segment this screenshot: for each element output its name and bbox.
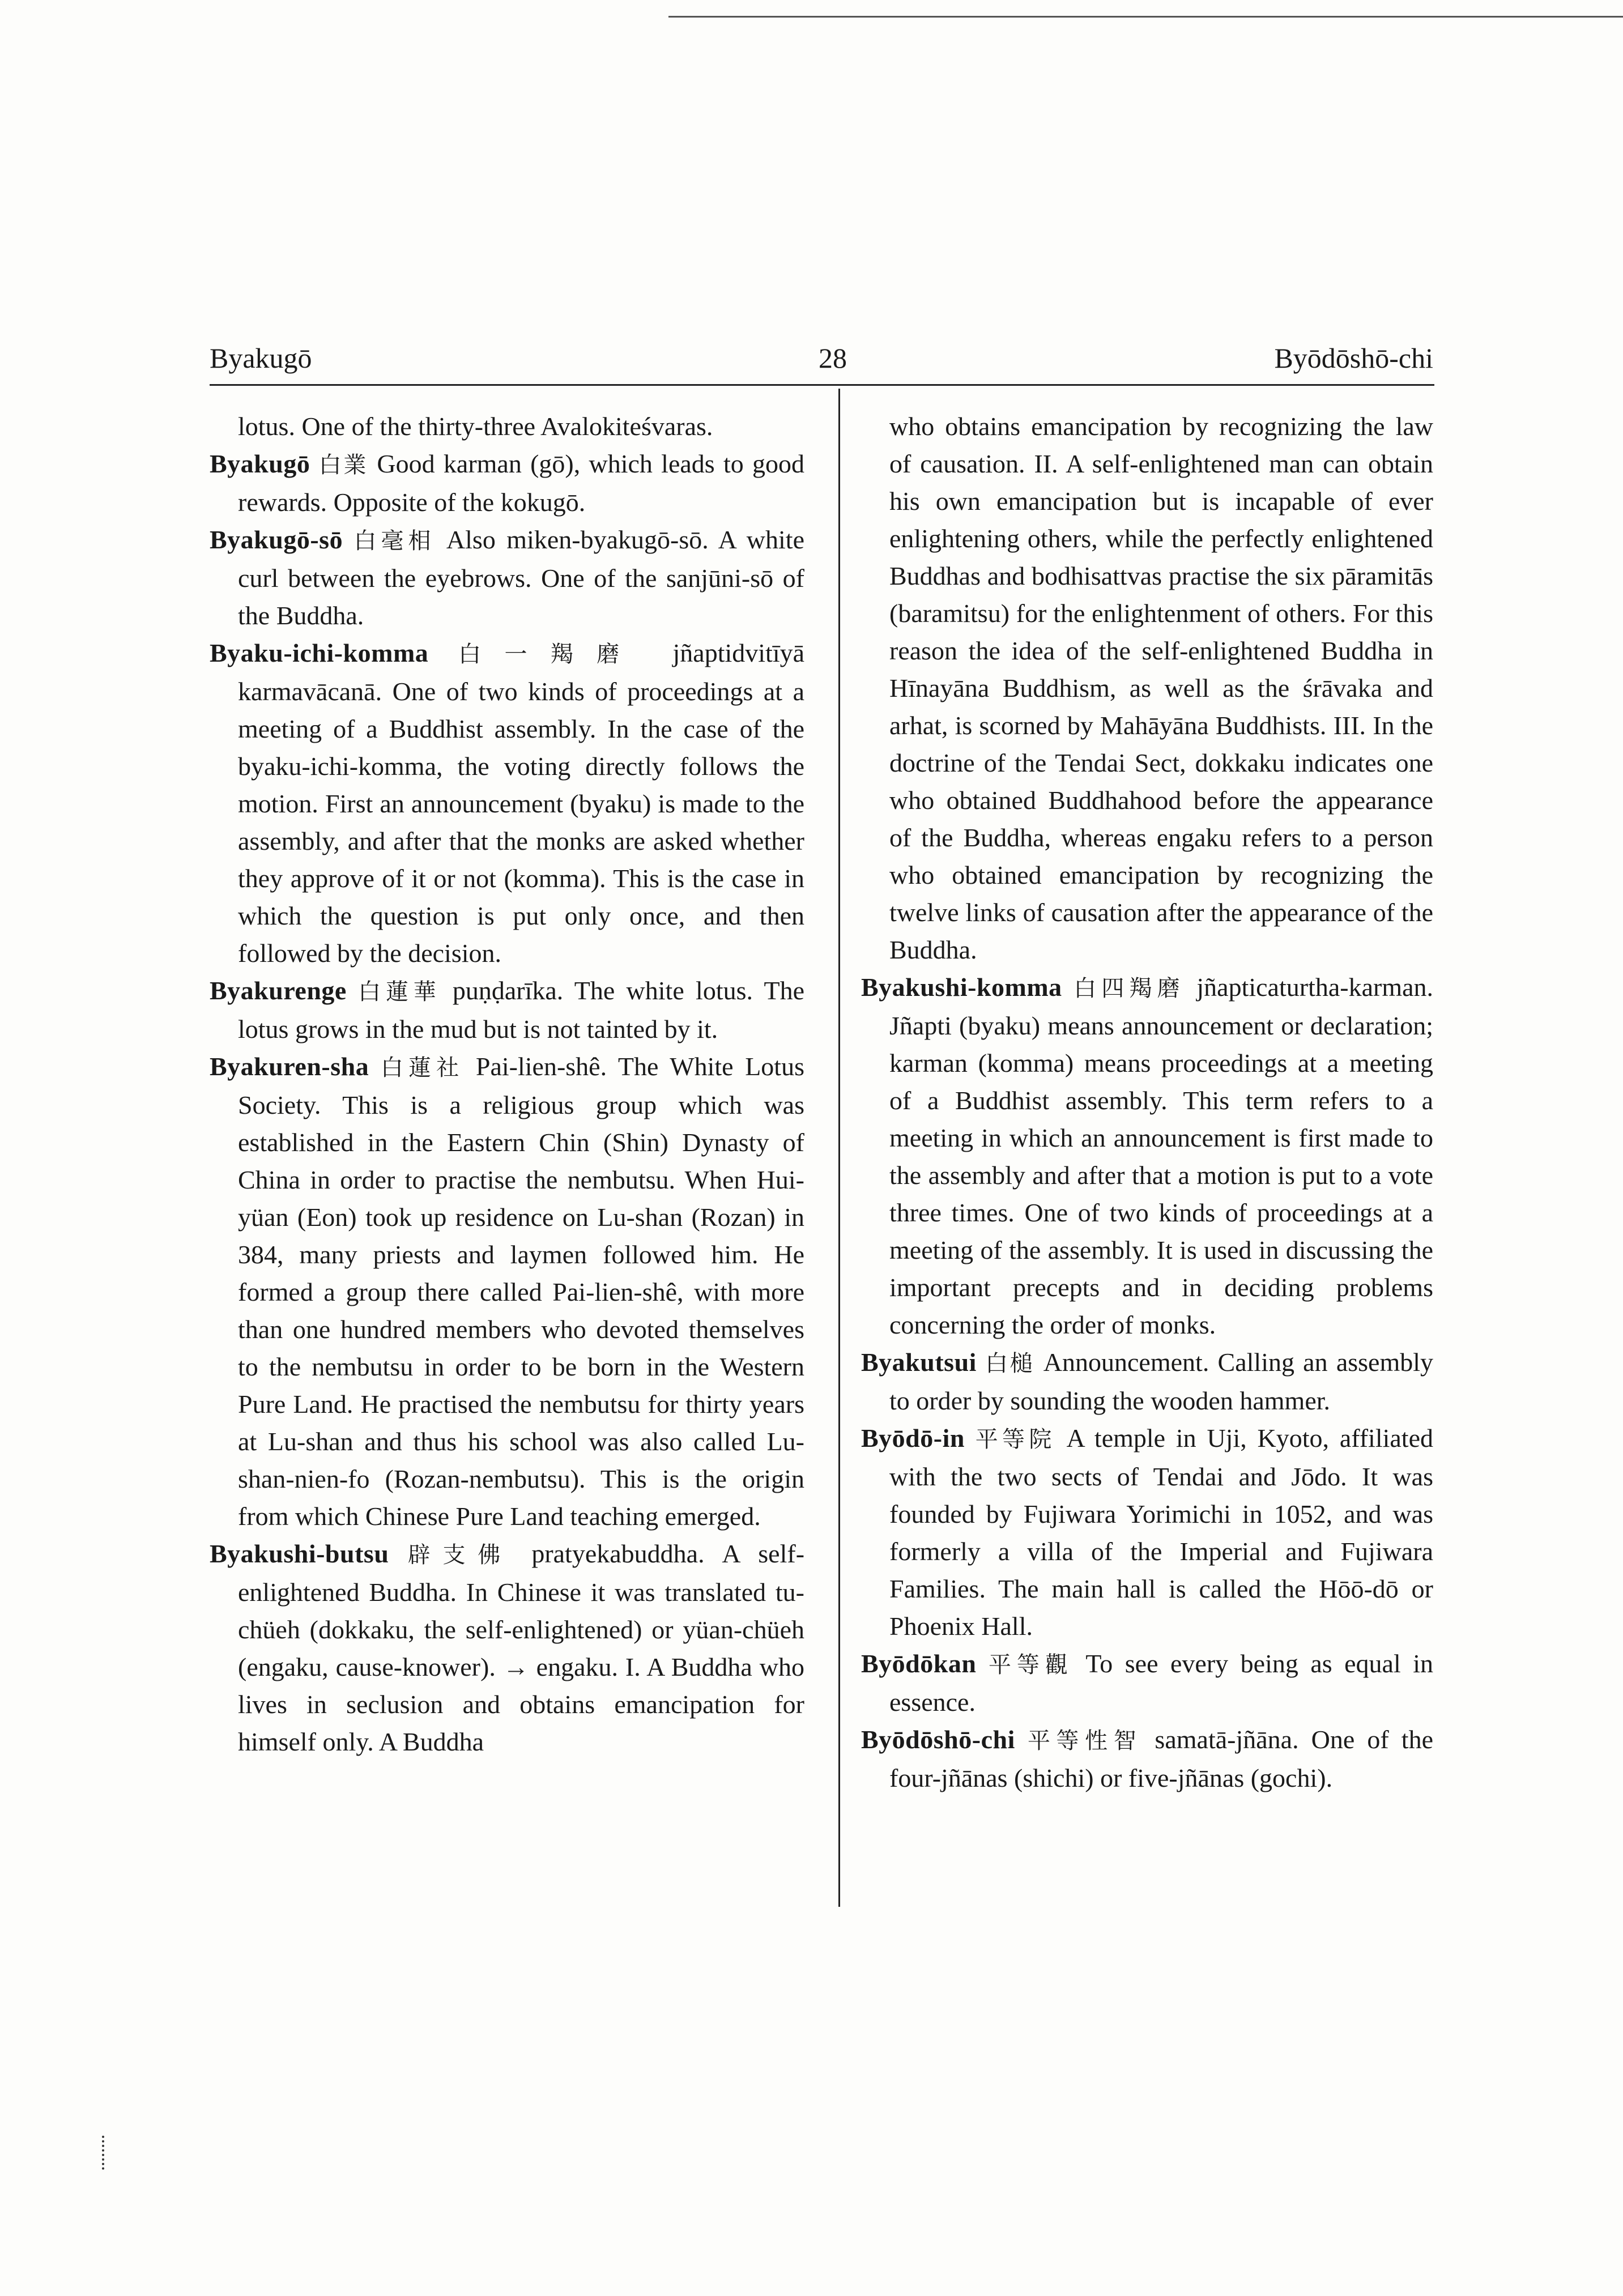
entry-kanji: 白一羯磨: [458, 641, 643, 667]
dictionary-entry: [861, 1420, 1433, 1645]
left-column: [210, 408, 804, 1761]
dictionary-entry: [210, 972, 804, 1048]
entry-kanji: 平等觀: [988, 1652, 1074, 1678]
entry-headword: Byaku-ichi-komma: [210, 638, 429, 667]
entry-headword: Byōdōshō-chi: [861, 1725, 1015, 1754]
entry-kanji: 平等院: [975, 1426, 1056, 1452]
dictionary-entry: [210, 1535, 804, 1761]
entry-headword: Byakushi-komma: [861, 973, 1062, 1002]
entry-headword: Byakuren-sha: [210, 1052, 369, 1081]
entry-kanji: 白蓮華: [358, 979, 441, 1005]
entry-headword: Byōdōkan: [861, 1649, 977, 1678]
entry-headword: Byakugō: [210, 449, 310, 478]
dictionary-entry: [210, 521, 804, 634]
entry-definition: jñapticaturtha-karman. Jñapti (byaku) means announcement or declaration; karman (komma) means proceedings at a meeting of a Buddhist assembly. This term refers to a meeting in which an announcement is first made to the assembly and after that a motion is put to a vote three times. One of two kinds of proceedings at a meeting of the assembly. It is used in discussing the important precepts and in deciding problems concerning the order of monks.: [889, 973, 1434, 1339]
entry-kanji: 平等性智: [1027, 1728, 1143, 1754]
entry-kanji: 白業: [318, 452, 369, 478]
top-scan-rule: [668, 16, 1623, 18]
entry-definition: Pai-lien-shê. The White Lotus Society. This is a religious group which was established in the Eastern Chin (Shin) Dynasty of China in order to practise the nembutsu. When Hui-yüan (Eon) took up residence on Lu-shan (Rozan) in 384, many priests and laymen followed him. He formed a group there called Pai-lien-shê, with more than one hundred members who devoted themselves to the nembutsu in order to be born in the Western Pure Land. He practised the nembutsu for thirty years at Lu-shan and thus his school was also called Lu-shan-nien-fo (Rozan-nembutsu). This is the origin from which Chinese Pure Land teaching emerged.: [238, 1052, 804, 1531]
continued-entry-text: lotus. One of the thirty-three Avalokiteśvaras.: [238, 412, 713, 441]
continued-entry-text: who obtains emancipation by recognizing the law of causation. II. A self-enlightened man can obtain his own emancipation but is incapable of ever enlightening others, while the perfectly enlightened Buddhas and bodhisattvas practise the six pāramitās (baramitsu) for the enlightenment of others. For this reason the idea of the self-enlightened Buddha in Hīnayāna Buddhism, as well as the śrāvaka and arhat, is scorned by Mahāyāna Buddhists. III. In the doctrine of the Tendai Sect, dokkaku indicates one who obtained Buddhahood before the appearance of the Buddha, whereas engaku refers to a person who obtained emancipation by recognizing the twelve links of causation after the appearance of the Buddha.: [889, 412, 1433, 964]
entry-headword: Byakushi-butsu: [210, 1539, 389, 1568]
dictionary-entry: [210, 1048, 804, 1535]
entry-headword: Byakutsui: [861, 1348, 977, 1377]
entry-kanji: 白槌: [985, 1351, 1035, 1377]
running-header: [210, 341, 1433, 386]
entry-definition: To see every being as equal in essence.: [889, 1649, 1434, 1716]
header-right-guideword: Byōdōshō-chi: [1274, 342, 1433, 374]
entry-definition: A temple in Uji, Kyoto, affiliated with the two sects of Tendai and Jōdo. It was founded by Fujiwara Yorimichi in 1052, and was formerly a villa of the Imperial and Fujiwara Families. The main hall is called the Hōō-dō or Phoenix Hall.: [889, 1424, 1434, 1641]
entry-definition: jñaptidvitīyā karmavācanā. One of two kinds of proceedings at a meeting of a Buddhist assembly. In the case of the byaku-ichi-komma, the voting directly follows the motion. First an announcement (byaku) is made to the assembly, and after that the monks are asked whether they approve of it or not (komma). This is the case in which the question is put only once, and then followed by the decision.: [238, 638, 805, 968]
scan-speck: [102, 2136, 109, 2170]
header-left-guideword: Byakugō: [210, 342, 312, 374]
entry-definition: samatā-jñāna. One of the four-jñānas (shichi) or five-jñānas (gochi).: [889, 1725, 1433, 1792]
column-divider: [838, 389, 840, 1907]
dictionary-entry: [210, 445, 804, 521]
dictionary-entry: [210, 634, 804, 972]
page-number: 28: [819, 342, 847, 374]
dictionary-entry: [861, 969, 1433, 1344]
entry-kanji: 辟支佛: [407, 1542, 513, 1568]
entry-headword: Byakugō-sō: [210, 525, 343, 554]
entry-definition: puṇḍarīka. The white lotus. The lotus grows in the mud but is not tainted by it.: [238, 976, 804, 1043]
right-column: [861, 408, 1433, 1797]
header-rule: [210, 384, 1434, 386]
dictionary-entry: [861, 1721, 1433, 1797]
entry-kanji: 白蓮社: [380, 1055, 465, 1081]
entry-kanji: 白四羯磨: [1074, 976, 1185, 1002]
entry-definition: Also miken-byakugō-sō. A white curl between the eyebrows. One of the sanjūni-sō of the Buddha.: [238, 525, 804, 630]
entry-headword: Byōdō-in: [861, 1424, 965, 1452]
entry-definition: Good karman (gō), which leads to good rewards. Opposite of the kokugō.: [238, 449, 804, 517]
entry-headword: Byakurenge: [210, 976, 347, 1005]
dictionary-entry: [861, 1645, 1433, 1721]
entry-definition: Announcement. Calling an assembly to order by sounding the wooden hammer.: [889, 1348, 1434, 1415]
entry-definition: pratyekabuddha. A self-enlightened Buddha. In Chinese it was translated tu-chüeh (dokkaku, the self-enlightened) or yüan-chüeh (engaku, cause-knower). → engaku. I. A Buddha who lives in seclusion and obtains emancipation for himself only. A Buddha: [238, 1539, 805, 1756]
entry-kanji: 白毫相: [353, 528, 436, 554]
dictionary-entry: [861, 1344, 1433, 1420]
